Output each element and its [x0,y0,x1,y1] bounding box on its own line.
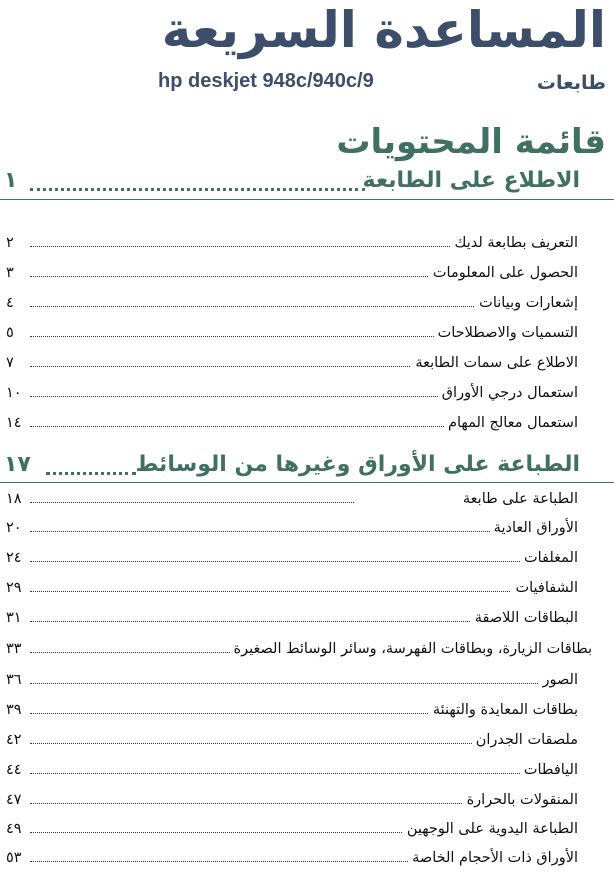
toc-entry[interactable] [0,410,614,439]
section-page-number: ١ [4,168,18,193]
toc-entry-page: ٣٩ [6,702,22,718]
toc-entry-page: ٢٠ [6,520,22,536]
section-title-text: الاطلاع على الطابعة [362,168,580,193]
toc-entry-page: ٤ [6,295,14,311]
leader-dots [30,773,578,774]
toc-entry[interactable] [0,605,614,634]
section-divider [0,482,614,483]
leader-dots [30,502,354,503]
toc-entry[interactable] [0,290,614,319]
toc-entry-label: الصور [538,667,578,693]
toc-entry[interactable] [0,816,614,845]
toc-entry[interactable] [0,787,614,816]
toc-entry-page: ٢٤ [6,550,22,566]
toc-entry[interactable] [0,350,614,379]
leader-dots [30,591,578,592]
toc-entry-label: التعريف بطابعة لديك [450,230,578,256]
toc-entry-page: ٣٦ [6,672,22,688]
toc-entry-page: ٧ [6,355,14,371]
toc-entry-label: استعمال درجي الأوراق [438,380,578,406]
toc-entry[interactable] [0,486,614,515]
toc-entry[interactable] [0,697,614,726]
toc-entry-label: استعمال معالج المهام [444,410,578,436]
toc-section-title[interactable] [0,450,614,484]
toc-entry[interactable] [0,260,614,289]
section-title-text: الطباعة على الأوراق وغيرها من الوسائط [135,452,580,477]
toc-entry-page: ٢ [6,235,14,251]
toc-entry-label: البطاقات اللاصقة [471,605,578,631]
section-page-number: ١٧ [4,452,31,477]
toc-entry-label: الأوراق العادية [490,515,578,541]
toc-entry-page: ٣١ [6,610,22,626]
toc-entry[interactable] [0,845,614,874]
toc-entry-page: ٢٩ [6,580,22,596]
toc-entry-label: الطباعة اليدوية على الوجهين [403,816,578,842]
leader-dots [30,683,578,684]
leader-dots [30,561,578,562]
toc-entry-label: الطباعة على طابعة [459,486,578,512]
toc-entry-label: التسميات والاصطلاحات [434,320,578,346]
toc-entry-label: المغلفات [520,545,578,571]
section-divider [0,199,614,200]
toc-entry[interactable] [0,230,614,259]
toc-entry-label: الحصول على المعلومات [429,260,578,286]
toc-heading: قائمة المحتويات [336,122,606,162]
toc-entry-label: المنقولات بالحرارة [463,787,578,813]
toc-entry[interactable] [0,727,614,756]
toc-entry[interactable] [0,320,614,349]
toc-entry-label: بطاقات المعايدة والتهنئة [429,697,578,723]
toc-entry-label: الاطلاع على سمات الطابعة [411,350,578,376]
section-leader-dots [46,464,136,475]
toc-entry-page: ٤٩ [6,821,22,837]
section-leader-dots [30,180,365,191]
toc-entry[interactable] [0,757,614,786]
page-title: المساعدة السريعة [161,1,606,59]
toc-entry-page: ٤٢ [6,732,22,748]
toc-entry-page: ٣ [6,265,14,281]
toc-entry-label: الشفافيات [511,575,578,601]
toc-entry-page: ٤٧ [6,792,22,808]
toc-entry-page: ١٨ [6,491,22,507]
toc-entry[interactable] [0,515,614,544]
toc-entry-label: اليافطات [520,757,578,783]
toc-entry-label: ملصقات الجدران [472,727,578,753]
subtitle-row [0,68,614,98]
toc-section-title[interactable] [0,166,614,200]
toc-entry[interactable] [0,636,614,665]
toc-entry[interactable] [0,575,614,604]
toc-entry-page: ٥ [6,325,14,341]
toc-entry-label: إشعارات وبيانات [475,290,578,316]
toc-entry-label: الأوراق ذات الأحجام الخاصة [408,845,578,871]
toc-entry[interactable] [0,667,614,696]
toc-entry-page: ٥٣ [6,850,22,866]
toc-entry-page: ٤٤ [6,762,22,778]
toc-entry-page: ٣٣ [6,641,22,657]
toc-entry-label: بطاقات الزيارة، وبطاقات الفهرسة، وسائر الوسائط الصغيرة [230,636,593,662]
toc-entry[interactable] [0,545,614,574]
printers-label: طابعات [536,72,606,94]
toc-entry-page: ١٤ [6,415,22,431]
toc-entry[interactable] [0,380,614,409]
printer-model: hp deskjet 948c/940c/9 [158,70,374,92]
toc-entry-page: ١٠ [6,385,22,401]
